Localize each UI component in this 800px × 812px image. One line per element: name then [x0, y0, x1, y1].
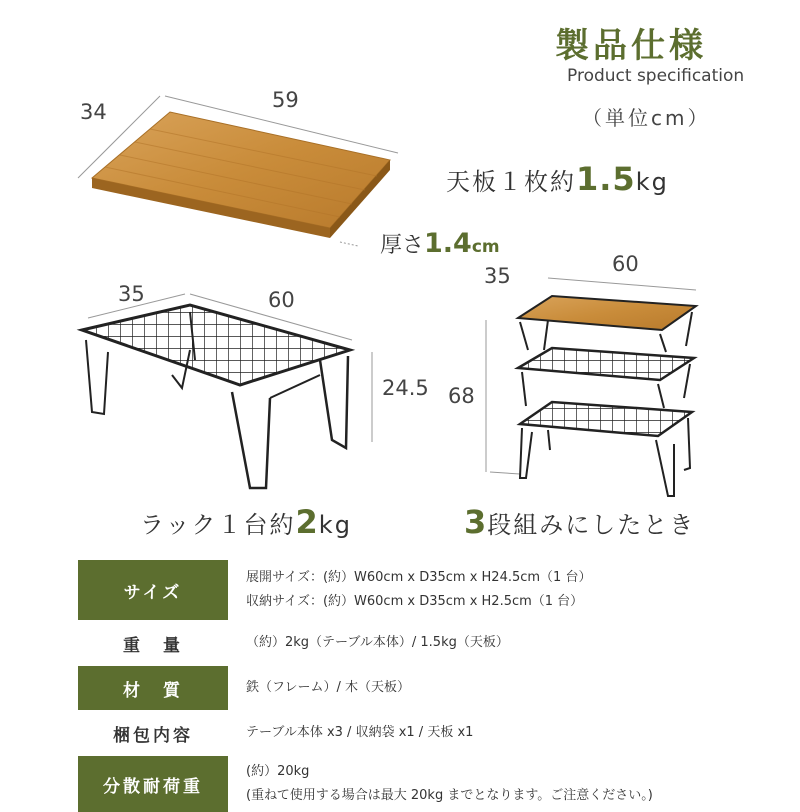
rack-height-label: 24.5 — [382, 376, 429, 400]
rack-width-label: 60 — [268, 288, 295, 312]
thickness-unit: cm — [471, 237, 500, 257]
spec-value — [228, 624, 723, 662]
spec-row-load — [78, 756, 723, 812]
spec-row-size — [78, 560, 723, 620]
rack-weight-value: 2 — [295, 503, 319, 541]
spec-value — [228, 714, 723, 752]
spec-line: (重ねて使用する場合は最大 20kg までとなります。ご注意ください。) — [246, 788, 653, 803]
rack-weight-prefix: ラック１台約 — [140, 511, 296, 539]
spec-value — [228, 756, 723, 812]
spec-label: 分散耐荷重 — [78, 756, 228, 812]
spec-label: 材 質 — [78, 666, 228, 710]
stacked-height-label: 68 — [448, 384, 475, 408]
tabletop-weight-value: 1.5 — [576, 160, 636, 198]
page-title: 製品仕様 — [555, 26, 707, 66]
spec-line: 収納サイズ：(約）W60cm x D35cm x H2.5cm（1 台） — [246, 594, 584, 609]
thickness-value: 1.4 — [424, 228, 472, 259]
rack-illustration — [82, 294, 372, 488]
spec-label: 重 量 — [78, 624, 228, 662]
spec-label: サイズ — [78, 560, 228, 620]
stacked-rack-illustration — [486, 278, 696, 496]
tabletop-illustration — [78, 96, 398, 246]
stacked-caption-text: 段組みにしたとき — [487, 511, 696, 539]
tabletop-weight-unit: kg — [635, 168, 669, 196]
spec-table — [78, 560, 723, 812]
rack-weight — [140, 503, 352, 541]
spec-value — [228, 666, 723, 710]
spec-value — [228, 560, 723, 620]
tabletop-width-label: 59 — [272, 88, 299, 112]
stacked-width-label: 60 — [612, 252, 639, 276]
unit-note: （単位cm） — [582, 106, 711, 130]
tabletop-weight — [446, 160, 669, 198]
rack-weight-unit: kg — [318, 511, 352, 539]
tabletop-thickness — [380, 228, 500, 259]
spec-row-package — [78, 714, 723, 752]
tabletop-depth-label: 34 — [80, 100, 107, 124]
spec-line: （約）2kg（テーブル本体）/ 1.5kg（天板） — [246, 635, 509, 650]
page-subtitle: Product specification — [567, 66, 745, 86]
spec-row-weight — [78, 624, 723, 662]
spec-label: 梱包内容 — [78, 714, 228, 752]
rack-depth-label: 35 — [118, 282, 145, 306]
thickness-prefix: 厚さ — [380, 233, 425, 258]
spec-line: テーブル本体 x3 / 収納袋 x1 / 天板 x1 — [246, 725, 474, 740]
spec-line: 展開サイズ：(約）W60cm x D35cm x H24.5cm（1 台） — [246, 570, 592, 585]
stacked-caption — [464, 503, 695, 541]
stacked-depth-label: 35 — [484, 264, 511, 288]
stacked-caption-number: 3 — [464, 503, 488, 541]
spec-line: 鉄（フレーム）/ 木（天板） — [246, 680, 410, 695]
spec-line: (約）20kg — [246, 764, 310, 779]
spec-row-material — [78, 666, 723, 710]
tabletop-weight-prefix: 天板１枚約 — [446, 168, 576, 196]
